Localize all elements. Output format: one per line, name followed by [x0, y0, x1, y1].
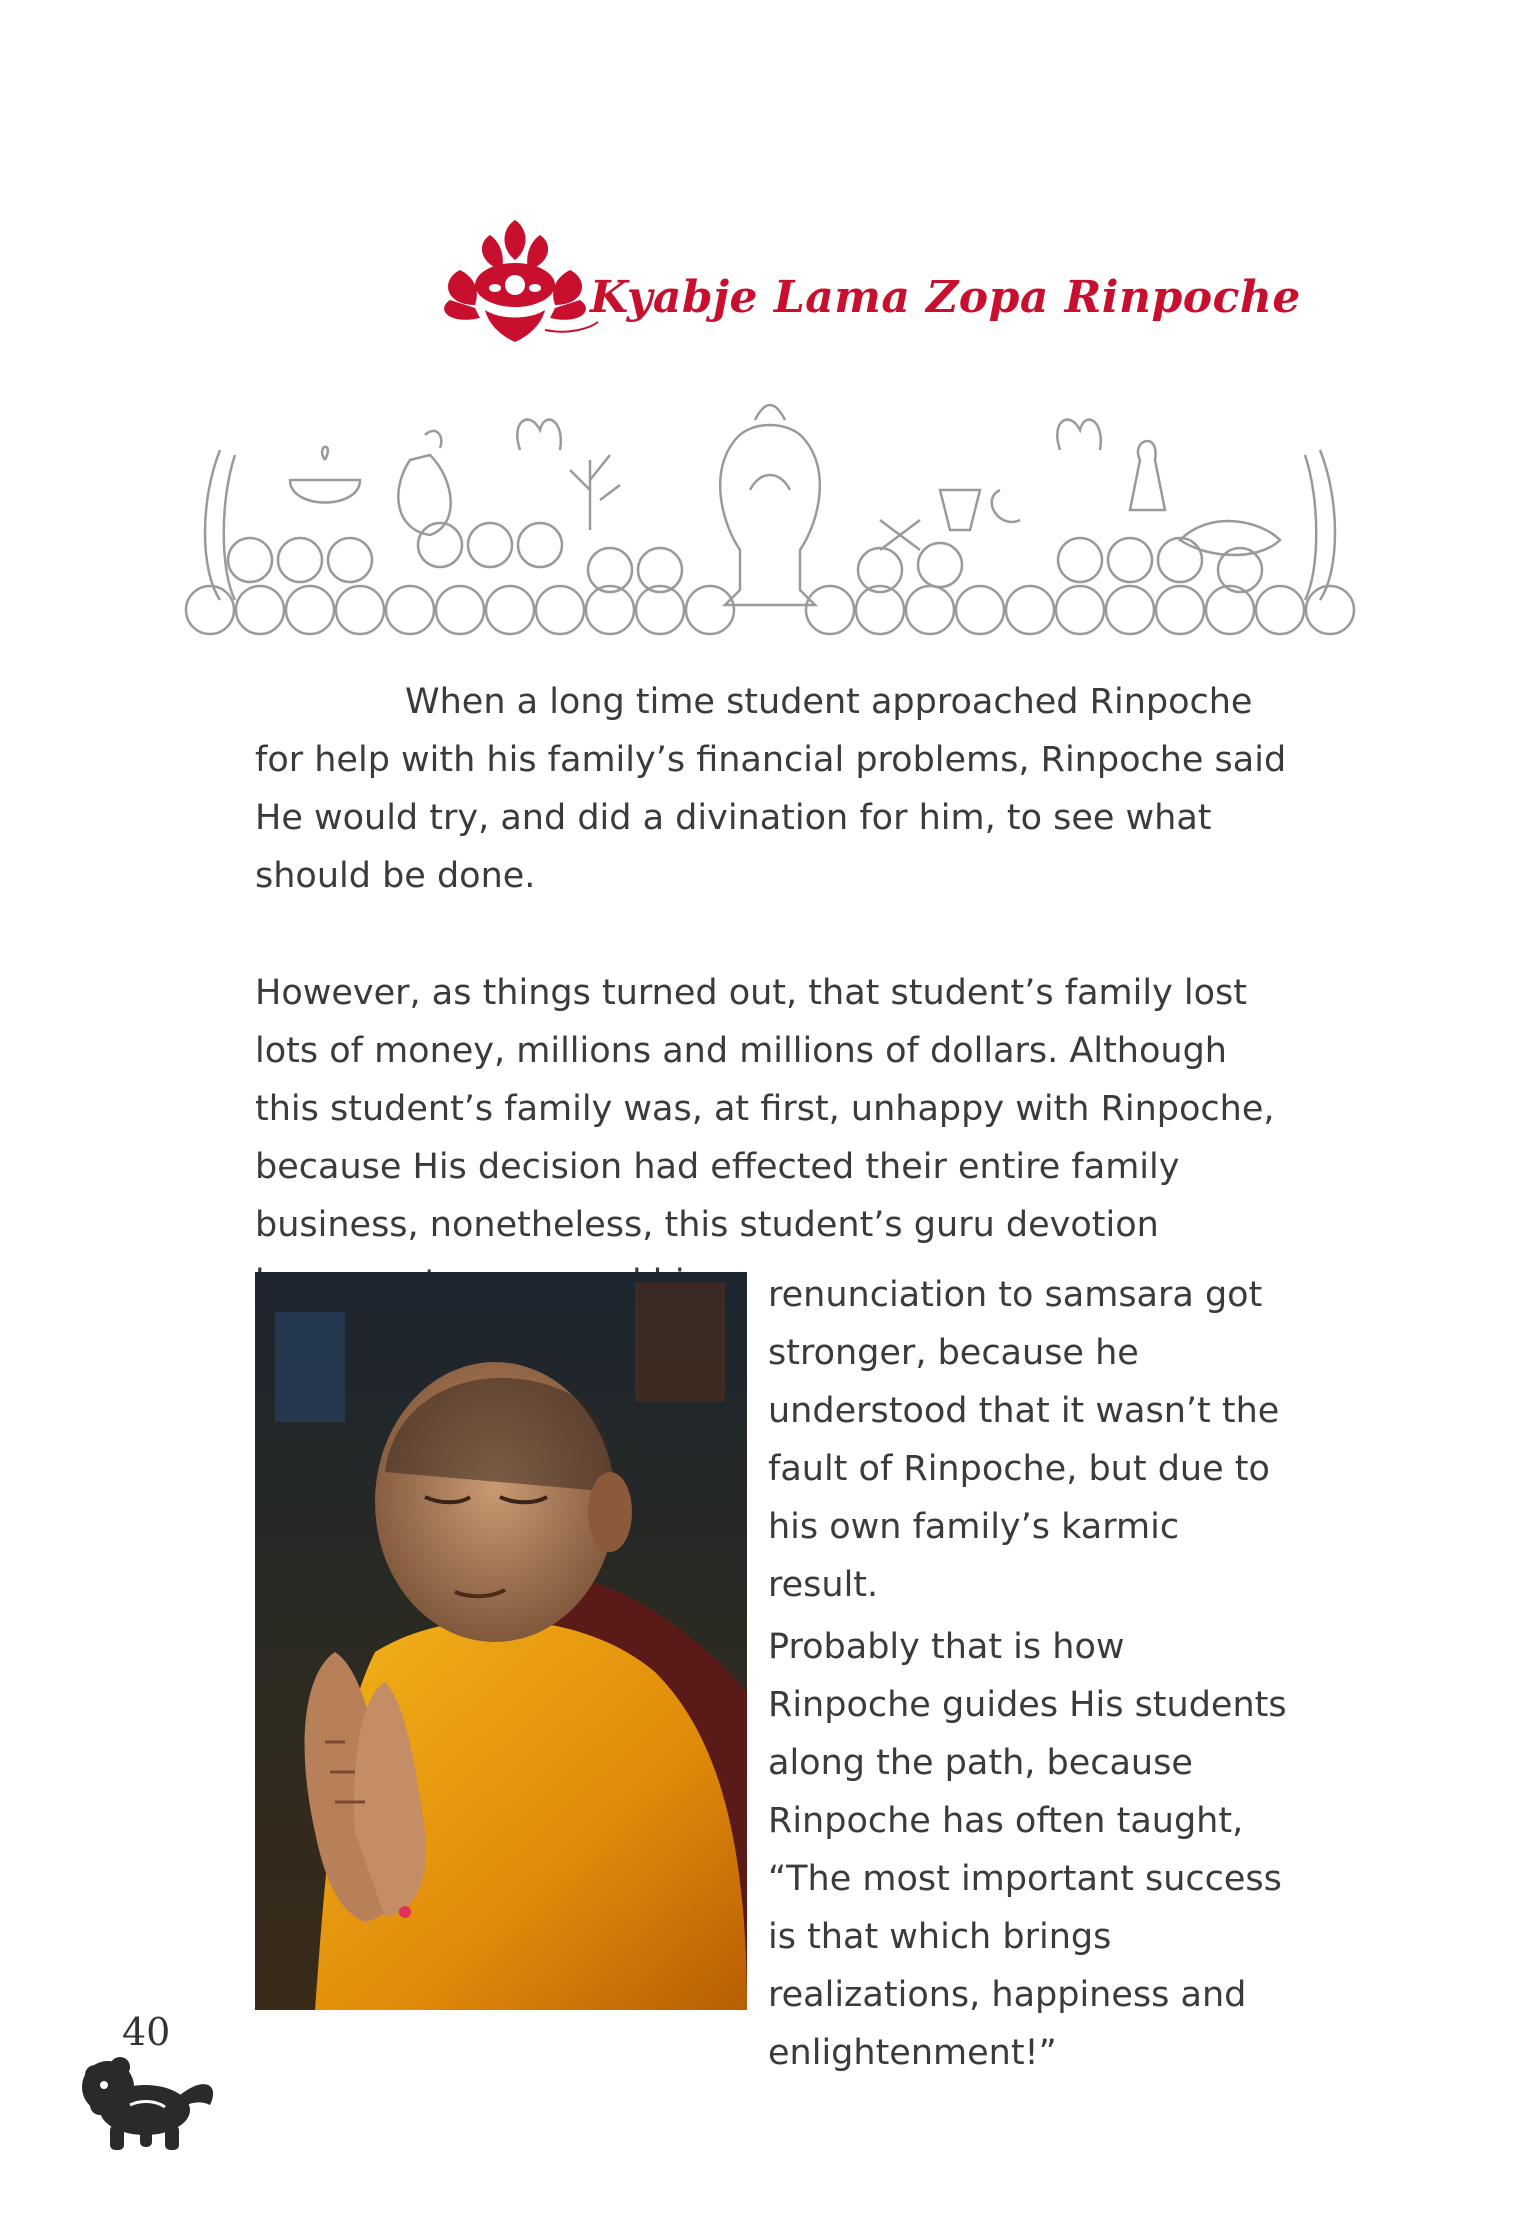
offerings-ornament-icon: [180, 400, 1360, 640]
paragraph-1: When a long time student approached Rinpoche for help with his family’s financial problems, Rinpoche said He would try, and did a divination for him, to see what should be done.: [255, 682, 1287, 896]
paragraph-3: renunciation to samsara got stronger, because he understood that it wasn’t the fault of Rinpoche, but due to his own family’s karmic result.: [768, 1275, 1280, 1605]
photo-image-icon: [255, 1272, 747, 2010]
paragraph-2: However, as things turned out, that student’s family lost lots of money, millions and millions of dollars. Although this student’s family was, at first, unhappy with Rinpoche, because His decision had effected their entire family business, nonetheless, this student’s guru devotion: [255, 973, 1275, 1245]
page-title: Kyabje Lama Zopa Rinpoche: [590, 272, 1301, 323]
title-block: [430, 210, 1301, 350]
rinpoche-photo: [255, 1272, 747, 2010]
snow-lion-icon: [70, 2045, 220, 2155]
paragraph-4: Probably that is how Rinpoche guides His students along the path, because Rinpoche has often taught, “The most important success is that which brings realizations, happiness and enlightenment!”: [768, 1627, 1287, 2073]
page-number: 40: [122, 2010, 171, 2054]
lotus-flower-icon: [430, 210, 600, 350]
